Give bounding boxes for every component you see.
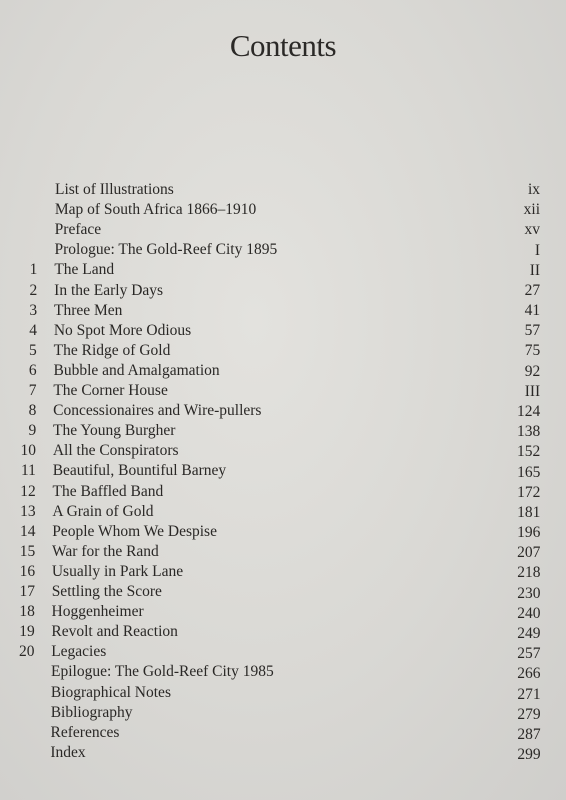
toc-entry: [0, 301, 566, 321]
entry-page-number: 196: [517, 524, 541, 542]
chapter-number: 17: [19, 583, 35, 600]
entry-page-number: 240: [517, 604, 541, 622]
entry-page-number: 230: [517, 584, 541, 602]
toc-entry: [0, 723, 566, 743]
toc-entry: [0, 321, 566, 341]
entry-title: Three Men: [54, 301, 123, 319]
entry-title: Hoggenheimer: [51, 603, 144, 621]
toc-entry: [0, 180, 566, 200]
chapter-number: 20: [19, 643, 35, 661]
entry-page-number: ix: [527, 181, 540, 198]
entry-title: Map of South Africa 1866–1910: [54, 201, 257, 219]
chapter-number: 6: [28, 361, 37, 379]
toc-entry: [0, 220, 566, 240]
chapter-number: 10: [20, 442, 37, 460]
toc-entry: [0, 662, 566, 682]
toc-entry: [0, 281, 566, 301]
toc-entry: [0, 482, 566, 502]
entry-page-number: 207: [517, 544, 541, 562]
entry-page-number: 152: [517, 443, 541, 461]
entry-title: People Whom We Despise: [52, 522, 217, 540]
chapter-number: 7: [28, 382, 37, 399]
toc-entry: [0, 703, 566, 723]
entry-page-number: 75: [524, 342, 541, 360]
chapter-number: 3: [29, 301, 38, 319]
entry-page-number: 257: [517, 645, 541, 663]
entry-page-number: 218: [517, 564, 541, 582]
entry-page-number: 266: [517, 665, 541, 683]
entry-title: List of Illustrations: [55, 181, 174, 198]
chapter-number: 15: [19, 542, 36, 560]
entry-title: Preface: [54, 221, 102, 239]
toc-entry: [0, 542, 566, 562]
toc-entry: [0, 622, 566, 642]
chapter-number: 8: [28, 402, 37, 420]
toc-entry: [0, 421, 566, 441]
entry-title: Settling the Score: [51, 583, 162, 600]
chapter-number: 11: [20, 462, 36, 480]
entry-page-number: III: [524, 382, 541, 400]
entry-title: Epilogue: The Gold-Reef City 1985: [51, 663, 274, 681]
entry-page-number: 279: [517, 705, 541, 723]
page-title: Contents: [229, 28, 337, 63]
entry-title: Revolt and Reaction: [51, 623, 178, 641]
entry-page-number: xv: [524, 221, 541, 239]
toc-entry: [0, 260, 566, 280]
toc-entry: [0, 642, 566, 662]
toc-entry: [0, 502, 566, 522]
chapter-number: 4: [29, 321, 37, 339]
toc-entry: [0, 200, 566, 220]
entry-page-number: 271: [517, 685, 541, 703]
toc-entry: [0, 562, 566, 582]
toc-entry: [0, 240, 566, 260]
entry-title: Bibliography: [50, 703, 133, 721]
entry-page-number: 249: [517, 625, 541, 642]
toc-entry: [0, 461, 566, 481]
entry-title: The Land: [54, 261, 115, 279]
chapter-number: 13: [20, 502, 36, 520]
entry-title: Legacies: [51, 643, 107, 661]
entry-title: Biographical Notes: [50, 683, 171, 701]
entry-page-number: 299: [517, 746, 541, 764]
entry-title: Beautiful, Bountiful Barney: [52, 462, 227, 480]
entry-title: Prologue: The Gold-Reef City 1895: [54, 241, 278, 259]
toc-entry: [0, 683, 566, 703]
chapter-number: 18: [19, 603, 35, 621]
toc-entry: [0, 602, 566, 622]
entry-page-number: 124: [517, 403, 541, 420]
toc-entry: [0, 441, 566, 461]
entry-page-number: 138: [517, 423, 541, 441]
entry-page-number: 172: [517, 483, 541, 501]
entry-page-number: xii: [523, 201, 541, 219]
entry-title: A Grain of Gold: [52, 502, 154, 520]
entry-title: The Corner House: [53, 382, 168, 399]
entry-title: Usually in Park Lane: [51, 562, 184, 580]
entry-title: The Ridge of Gold: [53, 341, 171, 359]
entry-title: All the Conspirators: [52, 442, 179, 460]
entry-title: No Spot More Odious: [53, 321, 192, 339]
toc-entry: [0, 522, 566, 542]
toc-entry: [0, 582, 566, 602]
chapter-number: 12: [20, 482, 36, 500]
entry-page-number: 41: [524, 302, 541, 320]
entry-page-number: 287: [517, 725, 541, 743]
toc-entry: [0, 743, 566, 763]
chapter-number: 16: [19, 562, 36, 580]
toc-entry: [0, 401, 566, 421]
chapter-number: 9: [28, 422, 37, 440]
entry-page-number: I: [534, 241, 541, 259]
chapter-number: 14: [19, 522, 36, 540]
entry-page-number: 181: [517, 503, 541, 521]
chapter-number: 19: [19, 623, 35, 641]
entry-page-number: 27: [524, 281, 541, 299]
entry-title: Concessionaires and Wire-pullers: [53, 402, 262, 420]
entry-title: References: [50, 723, 120, 741]
toc-entry: [0, 341, 566, 361]
toc-entry: [0, 381, 566, 401]
chapter-number: 1: [29, 261, 38, 279]
entry-title: Index: [50, 743, 86, 761]
entry-title: In the Early Days: [54, 281, 164, 299]
entry-page-number: 165: [517, 463, 541, 481]
entry-title: War for the Rand: [52, 542, 159, 560]
toc-entry: [0, 361, 566, 381]
entry-page-number: 57: [524, 322, 541, 340]
chapter-number: 5: [29, 341, 37, 359]
entry-title: The Baffled Band: [52, 482, 164, 500]
entry-page-number: II: [529, 261, 541, 279]
chapter-number: 2: [29, 281, 38, 299]
entry-title: The Young Burgher: [53, 422, 176, 440]
entry-page-number: 92: [524, 362, 541, 380]
entry-title: Bubble and Amalgamation: [53, 361, 220, 379]
